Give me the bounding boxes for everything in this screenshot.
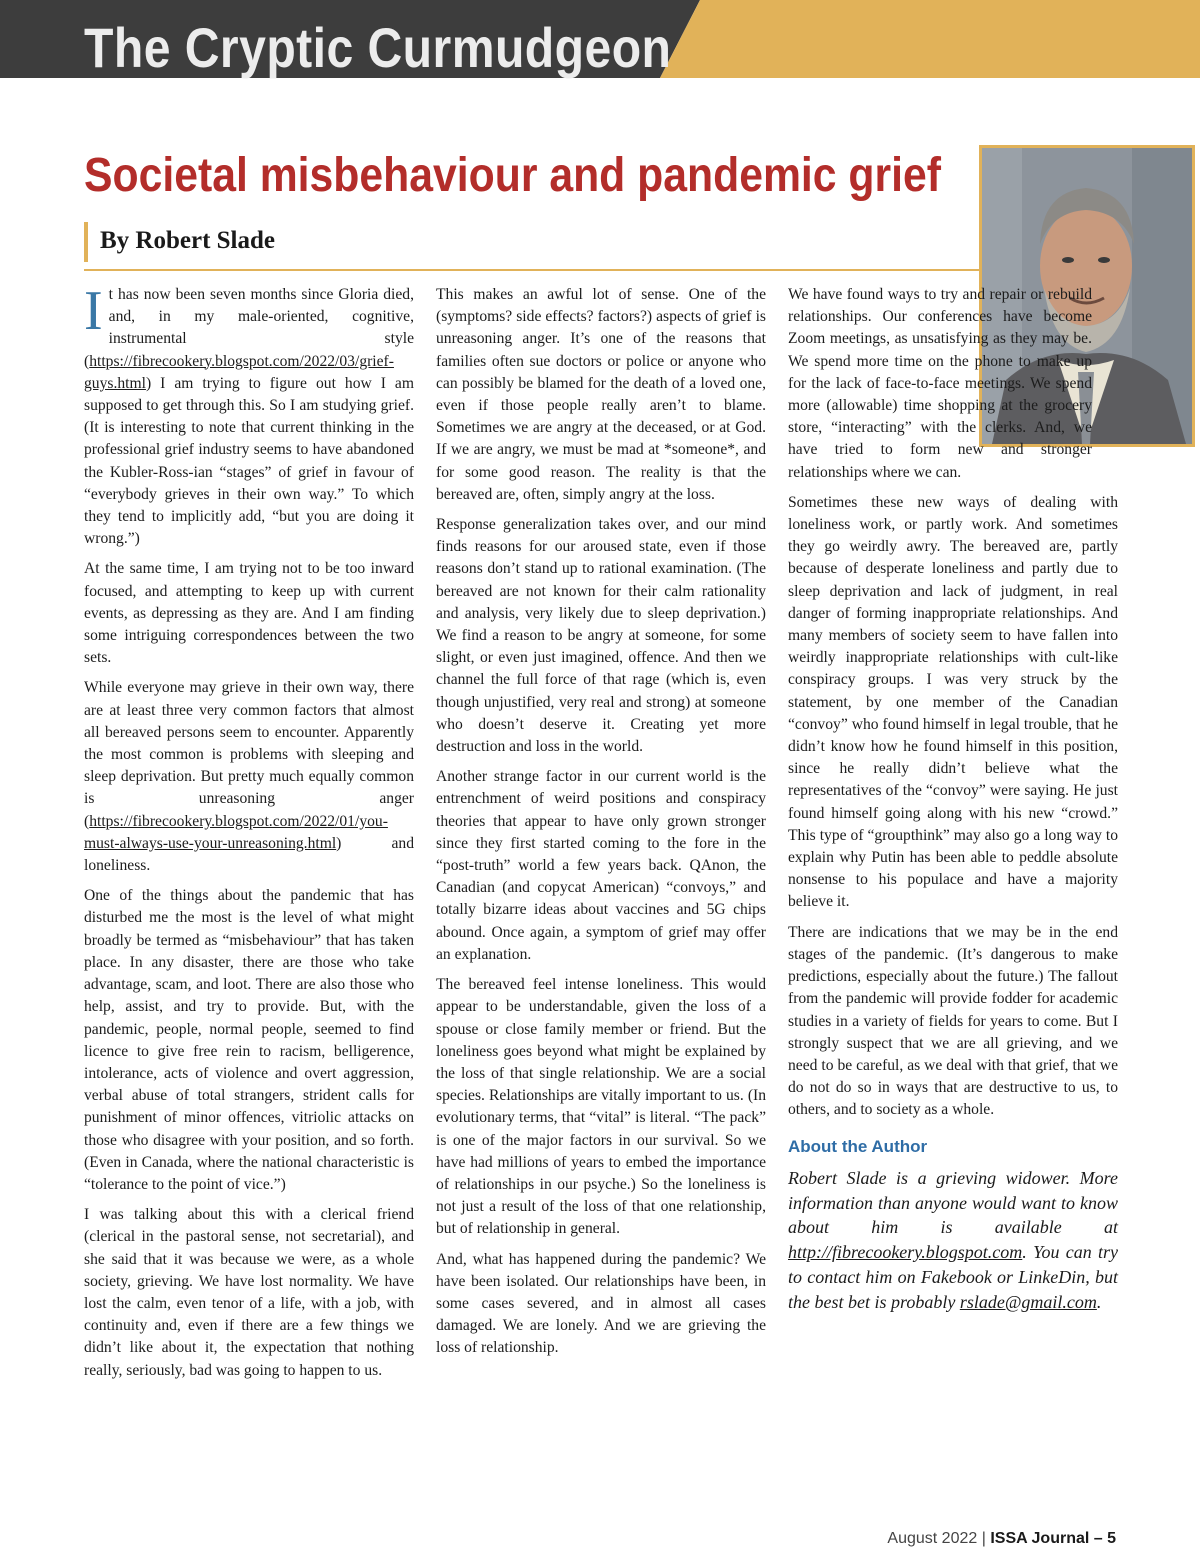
section-title: The Cryptic Curmudgeon [84, 16, 672, 79]
journal-page: ISSA Journal – 5 [990, 1530, 1116, 1547]
paragraph: The bereaved feel intense loneliness. This would appear to be understandable, given the loss of a spouse or close family member or friend. But the loneliness goes beyond what might be explained by the loss of that single relationship. We are a social species. Relationships are vitally important to us. (In evolutionary terms, that “vital” is literal. “The pack” is one of the major factors in our survival. So we have had millions of years to embed the importance of relationships in our psyche.) So the loneliness is not just a result of the loss of that one relationship, but of relationship in general. [436, 976, 766, 1238]
paragraph [84, 677, 414, 877]
paragraph: Sometimes these new ways of dealing with loneliness work, or partly work. And sometimes they go weirdly awry. The bereaved are, partly because of desperate loneliness and partly due to sleep deprivation and lack of judgment, in real danger of forming inappropriate relationships. And many members of society seem to have fallen into weirdly inappropriate relationships with cult-like conspiracy groups. I was very struck by the statement, by one member of the Canadian “convoy” who found himself in legal trouble, that he didn’t know how he found himself in this position, since he really didn’t believe what the representatives of the “convoy” were saying. He just found himself going along with his new “crowd.” This type of “groupthink” may also go a long way to explain why Putin has been able to peddle absolute nonsense to his populace and have a majority believe it. [788, 493, 1118, 911]
text: ) I am trying to figure out how I am supposed to get through this. So I am studying grief. (It is interesting to note that current thinking in the professional grief industry seems to have abandoned the Kubler-Ross-ian “stages” of grief in favour of “everybody grieves in their own way.” To which they tend to implicitly add, “but you are doing it wrong.”) [84, 374, 414, 548]
photo-wrap-space [1092, 284, 1118, 452]
paragraph: Another strange factor in our current world is the entrenchment of weird positions and conspiracy theories that appear to have only grown stronger since they first started coming to the fore in the “post-truth” world a few years back. QAnon, the Canadian (and copycat American) “convoys,” and totally bizarre ideas about vaccines and 5G chips abound. Once again, a symptom of grief may offer an explanation. [436, 768, 766, 963]
column-1 [84, 280, 414, 1390]
paragraph [84, 280, 414, 550]
byline-accent [84, 222, 88, 262]
drop-cap: I [84, 280, 103, 342]
author-email-link[interactable]: rslade@gmail.com [959, 1291, 1097, 1312]
unreasoning-anger-link[interactable]: https://fibrecookery.blogspot.com/2022/01/you-must-always-use-your-unreasoning.html [84, 812, 388, 852]
column-2 [436, 284, 766, 1368]
paragraph: We have found ways to try and repair or rebuild relationships. Our conferences have become Zoom meetings, as unsatisfying as they may be. We spend more time on the phone to make up for the lack of face-to-face meetings. We spend more (allowable) time shopping at the grocery store, “interacting” with the clerks. And, we have tried to form new and stronger relationships where we can. [788, 286, 1092, 481]
article-title: Societal misbehaviour and pandemic grief [84, 149, 942, 202]
author-blog-link[interactable]: http://fibrecookery.blogspot.com [788, 1242, 1023, 1263]
header-rule [84, 269, 980, 271]
byline: By Robert Slade [100, 227, 275, 254]
page-footer [887, 1530, 1116, 1548]
grief-guys-link[interactable]: https://fibrecookery.blogspot.com/2022/03/grief-guys.html [84, 352, 394, 392]
about-author-text [788, 1166, 1118, 1315]
text: While everyone may grieve in their own way, there are at least three very common factors that almost all bereaved persons seem to encounter. Apparently the most common is problems with sleeping and sleep deprivation. But pretty much equally common is unreasoning anger ( [84, 679, 414, 830]
column-3 [788, 284, 1118, 1323]
text: . You can try to contact him on Fakebook or LinkeDin, but the best bet is probably [788, 1242, 1118, 1312]
paragraph: And, what has happened during the pandemic? We have been isolated. Our relationships have been, in some cases severed, and in almost all cases damaged. We are lonely. And we are grieving the loss of relationship. [436, 1250, 766, 1357]
footer-separator: | [981, 1530, 986, 1547]
paragraph: At the same time, I am trying not to be too inward focused, and attempting to keep up with current events, as depressing as they are. And I am finding some intriguing correspondences between the two sets. [84, 560, 414, 667]
about-author-heading: About the Author [788, 1136, 928, 1156]
paragraph: There are indications that we may be in the end stages of the pandemic. (It’s dangerous to make predictions, especially about the future.) The fallout from the pandemic will provide fodder for academic studies in a variety of fields for years to come. But I strongly suspect that we are all grieving, and we need to be careful, as we deal with that grief, that we do not do so in ways that are destructive to us, to others, and to society as a whole. [788, 923, 1118, 1119]
issue-date: August 2022 [887, 1530, 978, 1547]
paragraph: This makes an awful lot of sense. One of the (symptoms? side effects? factors?) aspects of grief is unreasoning anger. It’s one of the reasons that families often sue doctors or police or anyone who can possibly be blamed for the death of a loved one, even if those people really aren’t to blame. Sometimes we are angry at the deceased, or at God. If we are angry, we must be mad at *someone*, and for some good reason. The reality is that the bereaved are, often, simply angry at the loss. [436, 286, 766, 503]
text: ) and loneliness. [84, 834, 414, 875]
paragraph: I was talking about this with a clerical friend (clerical in the pastoral sense, not secretarial), and she said that it was because we were, as a whole society, grieving. We have lost normality. We have lost the calm, even tenor of a life, with a job, with continuity and, even if there are a few things we didn’t like about it, the expectation that nothing really, seriously, bad was going to happen to us. [84, 1206, 414, 1379]
section-banner [0, 0, 1200, 78]
text: t has now been seven months since Gloria died, and, in my male-oriented, cognitive, instrumental style ( [84, 286, 414, 370]
paragraph: Response generalization takes over, and our mind finds reasons for our aroused state, even if those reasons don’t stand up to rational examination. (The bereaved are not known for their calm rationality and analysis, very likely due to sleep deprivation.) We find a reason to be angry at someone, for some slight, or even just imagined, offence. And then we channel the full force of that rage (which is, even though unjustified, very real and strong) at someone who doesn’t deserve it. Creating yet more destruction and loss in the world. [436, 516, 766, 756]
paragraph: One of the things about the pandemic that has disturbed me the most is the level of what might broadly be termed as “misbehaviour” that has taken place. In any disaster, there are those who take advantage, scam, and loot. There are also those who help, assist, and try to provide. But, with the pandemic, people, normal people, seemed to find licence to give free rein to racism, belligerence, intolerance, acts of violence and overt aggression, verbal abuse of total strangers, strident calls for punishment of minor offences, vitriolic attacks on those who disagree with your position, and so forth. (Even in Canada, where the national characteristic is “tolerance to the point of vice.”) [84, 887, 414, 1193]
text: . [1096, 1291, 1102, 1312]
text: Robert Slade is a grieving widower. More information than anyone would want to know about him is available at [788, 1167, 1118, 1238]
